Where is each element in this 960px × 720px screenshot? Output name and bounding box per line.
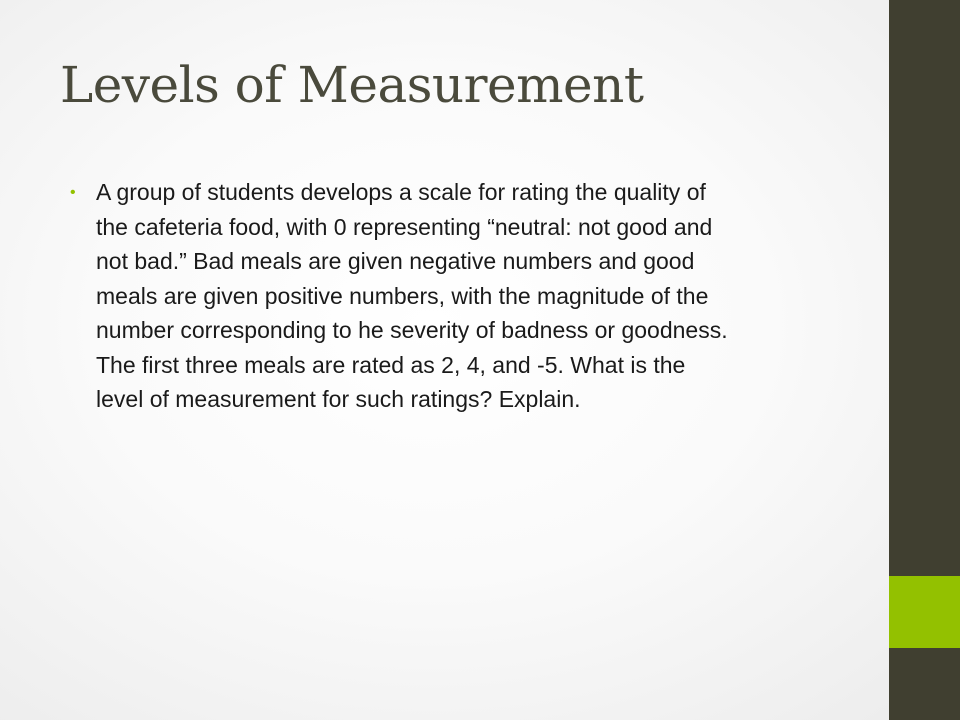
bullet-icon: • bbox=[70, 184, 76, 201]
sidebar-accent-block bbox=[889, 576, 960, 648]
slide-title: Levels of Measurement bbox=[60, 56, 644, 114]
bullet-text: A group of students develops a scale for rating the quality of the cafeteria food, with 0 representing “neutral: not good and not bad.” Bad meals are given negative numbers and good meals are given positive numbers, with the magnitude of the number corresponding to he severity of badness or goodness. The first three meals are rated as 2, 4, and -5. What is the level of measurement for such ratings? Explain. bbox=[96, 179, 728, 412]
slide-content bbox=[70, 175, 840, 417]
bullet-item bbox=[70, 175, 840, 417]
